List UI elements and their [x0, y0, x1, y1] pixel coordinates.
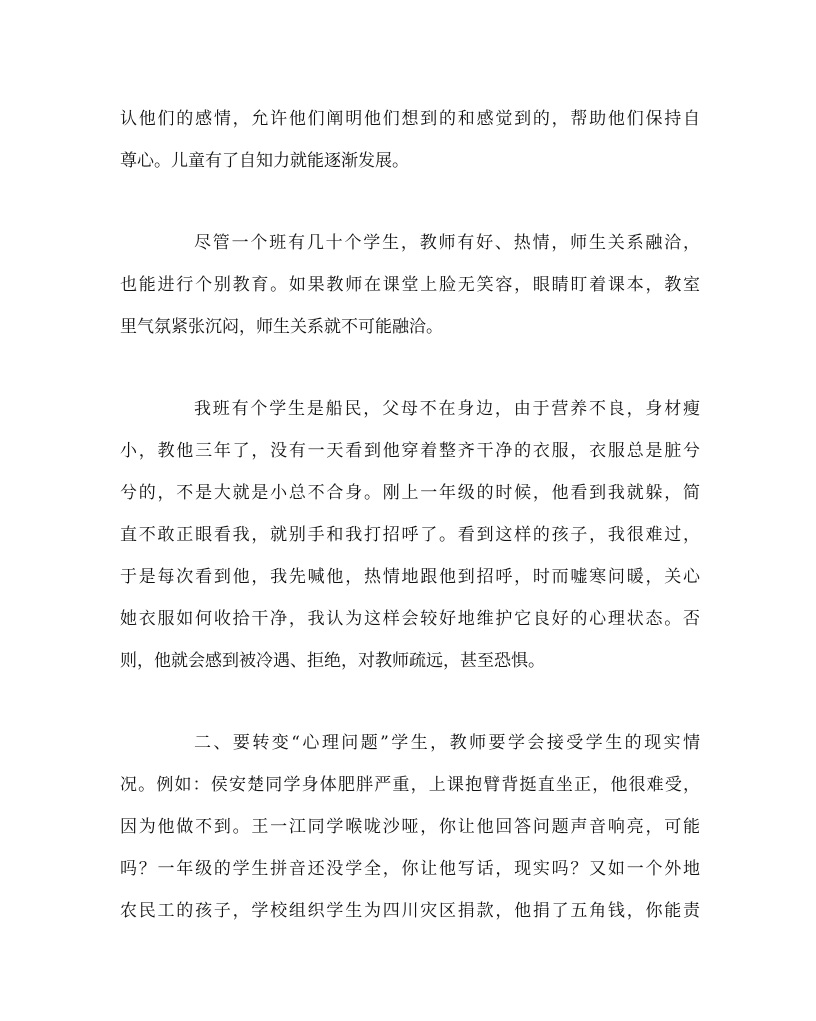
text-line: 况。例如：侯安楚同学身体肥胖严重，上课抱臂背挺直坐正，他很难受，	[120, 775, 700, 795]
text-line: 认他们的感情，允许他们阐明他们想到的和感觉到的，帮助他们保持自	[120, 109, 700, 129]
text-line: 她衣服如何收拾干净，我认为这样会较好地维护它良好的心理状态。否	[120, 609, 700, 629]
text-line: 则，他就会感到被冷遇、拒绝，对教师疏远，甚至恐惧。	[120, 651, 545, 671]
text-line: 于是每次看到他，我先喊他，热情地跟他到招呼，时而嘘寒问暖，关心	[120, 567, 700, 587]
text-line: 直不敢正眼看我，就别手和我打招呼了。看到这样的孩子，我很难过，	[120, 525, 700, 545]
text-line: 农民工的孩子，学校组织学生为四川灾区捐款，他捐了五角钱，你能责	[120, 901, 700, 921]
text-line: 吗？一年级的学生拼音还没学全，你让他写话，现实吗？又如一个外地	[120, 859, 700, 879]
text-line: 二、要转变“心理问题”学生，教师要学会接受学生的现实情	[194, 733, 700, 753]
text-line: 尽管一个班有几十个学生，教师有好、热情，师生关系融洽，	[194, 233, 700, 253]
text-line: 里气氛紧张沉闷，师生关系就不可能融洽。	[120, 317, 443, 337]
text-line: 兮的，不是大就是小总不合身。刚上一年级的时候，他看到我就躲，简	[120, 483, 700, 503]
text-line: 尊心。儿童有了自知力就能逐渐发展。	[120, 151, 409, 171]
text-line: 也能进行个别教育。如果教师在课堂上脸无笑容，眼睛盯着课本，教室	[120, 275, 700, 295]
text-line: 小，教他三年了，没有一天看到他穿着整齐干净的衣服，衣服总是脏兮	[120, 441, 700, 461]
text-line: 因为他做不到。王一江同学喉咙沙哑，你让他回答问题声音响亮，可能	[120, 817, 700, 837]
text-line: 我班有个学生是船民，父母不在身边，由于营养不良，身材瘦	[194, 399, 700, 419]
